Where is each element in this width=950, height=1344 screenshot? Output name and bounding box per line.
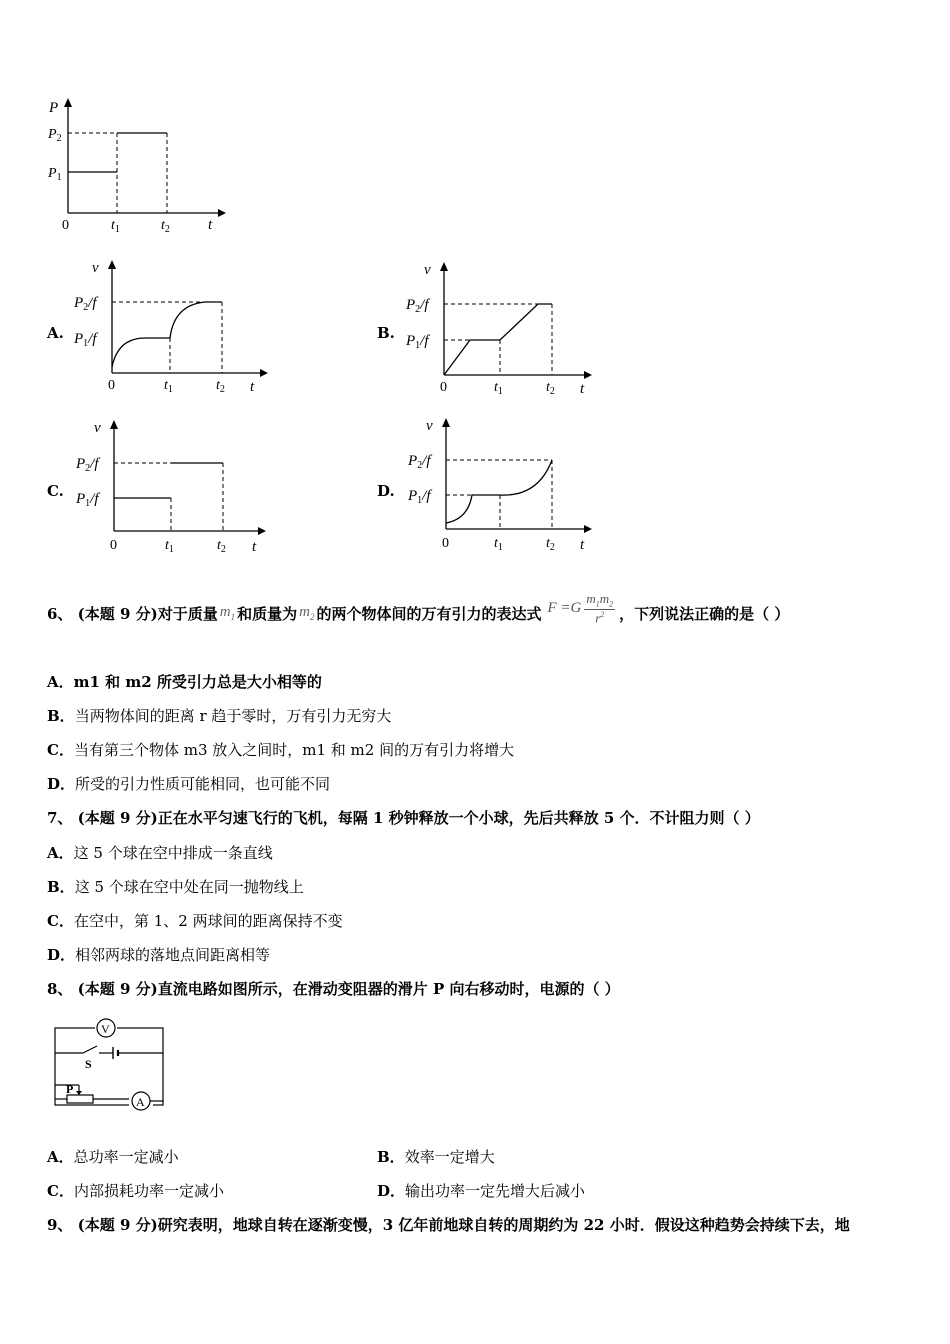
q7-option-d[interactable]: D．相邻两球的落地点间距离相等 (47, 946, 271, 964)
option-d-graph[interactable] (402, 413, 602, 558)
q8-option-c[interactable]: C．内部损耗功率一定减小 (47, 1182, 224, 1200)
svg-text:0: 0 (62, 218, 69, 233)
svg-text:0: 0 (110, 538, 117, 553)
svg-text:P: P (66, 1082, 74, 1096)
svg-text:t: t (580, 537, 585, 553)
svg-text:S: S (85, 1057, 92, 1071)
svg-text:t2: $t_2$ (546, 536, 555, 553)
question-8-header: 8、 (本题 9 分)直流电路如图所示，在滑动变阻器的滑片 P 向右移动时，电源的（ ） (47, 980, 620, 998)
q8-option-d[interactable]: D．输出功率一定先增大后减小 (377, 1182, 586, 1200)
svg-text:v: v (424, 262, 431, 278)
q7-option-c[interactable]: C．在空中，第 1、2 两球间的距离保持不变 (47, 912, 343, 930)
q6-option-d[interactable]: D．所受的引力性质可能相同，也可能不同 (47, 775, 331, 793)
svg-text:0: 0 (108, 378, 115, 393)
svg-text:t2: $t_2$ (216, 378, 225, 395)
svg-text:P1/f: $P_1/f$ (408, 488, 431, 506)
q8-option-a[interactable]: A．总功率一定减小 (47, 1148, 179, 1166)
option-c-letter[interactable]: C. (47, 482, 64, 500)
circuit-diagram (45, 1015, 175, 1115)
svg-text:v: v (426, 418, 433, 434)
svg-text:P2/f: $P_2/f$ (74, 295, 97, 313)
option-b-letter[interactable]: B. (377, 324, 395, 342)
svg-text:t: t (250, 379, 255, 395)
svg-text:t2: $t_2$ (217, 538, 226, 555)
option-a-letter[interactable]: A. (47, 324, 64, 342)
q6-option-a[interactable]: A．m1 和 m2 所受引力总是大小相等的 (47, 673, 322, 691)
svg-text:P1/f: $P_1/f$ (76, 491, 99, 509)
svg-text:0: 0 (440, 380, 447, 395)
svg-text:P2: $P_2$ (48, 127, 62, 144)
rheostat-icon (67, 1095, 93, 1103)
option-c-graph[interactable] (72, 415, 272, 560)
y-axis-label: P (49, 100, 59, 116)
option-b-graph[interactable] (400, 257, 600, 402)
svg-text:P2/f: $P_2/f$ (406, 297, 429, 315)
svg-text:t1: $t_1$ (164, 378, 173, 395)
svg-text:0: 0 (442, 536, 449, 551)
question-6-header: 6、 (本题 9 分) 对于质量 $m_1$ 和质量为 $m_2$ 的两个物体间的万有引力的表达式 F =G $\frac{m_1m_2}{r^2}$ ，下列说法正确的是（ ） (47, 591, 790, 625)
question-7-header: 7、 (本题 9 分)正在水平匀速飞行的飞机，每隔 1 秒钟释放一个小球，先后共释放 5 个．不计阻力则（ ） (47, 809, 760, 827)
power-time-graph (40, 95, 230, 235)
q8-option-b[interactable]: B．效率一定增大 (377, 1148, 495, 1166)
svg-text:P1/f: $P_1/f$ (406, 333, 429, 351)
svg-text:t1: $t_1$ (111, 218, 120, 235)
svg-text:P2/f: $P_2/f$ (408, 453, 431, 471)
svg-text:P1: $P_1$ (48, 166, 62, 183)
q7-option-a[interactable]: A．这 5 个球在空中排成一条直线 (47, 844, 273, 862)
svg-text:t: t (252, 539, 257, 555)
svg-text:t1: $t_1$ (494, 380, 503, 397)
x-axis-label: t (208, 217, 213, 233)
svg-text:P1/f: $P_1/f$ (74, 331, 97, 349)
svg-text:t2: $t_2$ (546, 380, 555, 397)
q7-option-b[interactable]: B．这 5 个球在空中处在同一抛物线上 (47, 878, 304, 896)
svg-text:v: v (94, 420, 101, 436)
switch-icon (83, 1046, 97, 1053)
svg-text:P2/f: $P_2/f$ (76, 456, 99, 474)
q6-option-c[interactable]: C．当有第三个物体 m3 放入之间时，m1 和 m2 间的万有引力将增大 (47, 741, 515, 759)
svg-text:t1: $t_1$ (494, 536, 503, 553)
svg-text:v: v (92, 260, 99, 276)
option-d-letter[interactable]: D. (377, 482, 395, 500)
svg-text:V: V (101, 1022, 110, 1036)
svg-text:t1: $t_1$ (165, 538, 174, 555)
svg-text:A: A (136, 1095, 145, 1109)
question-9-header: 9、 (本题 9 分)研究表明，地球自转在逐渐变慢，3 亿年前地球自转的周期约为 22 小时．假设这种趋势会持续下去，地 (47, 1216, 850, 1234)
option-a-graph[interactable] (70, 255, 270, 400)
svg-text:t: t (580, 381, 585, 397)
q6-option-b[interactable]: B．当两物体间的距离 r 趋于零时，万有引力无穷大 (47, 707, 392, 725)
gravitation-formula: F =G $\frac{m_1m_2}{r^2}$ (547, 591, 614, 625)
svg-text:t2: $t_2$ (161, 218, 170, 235)
